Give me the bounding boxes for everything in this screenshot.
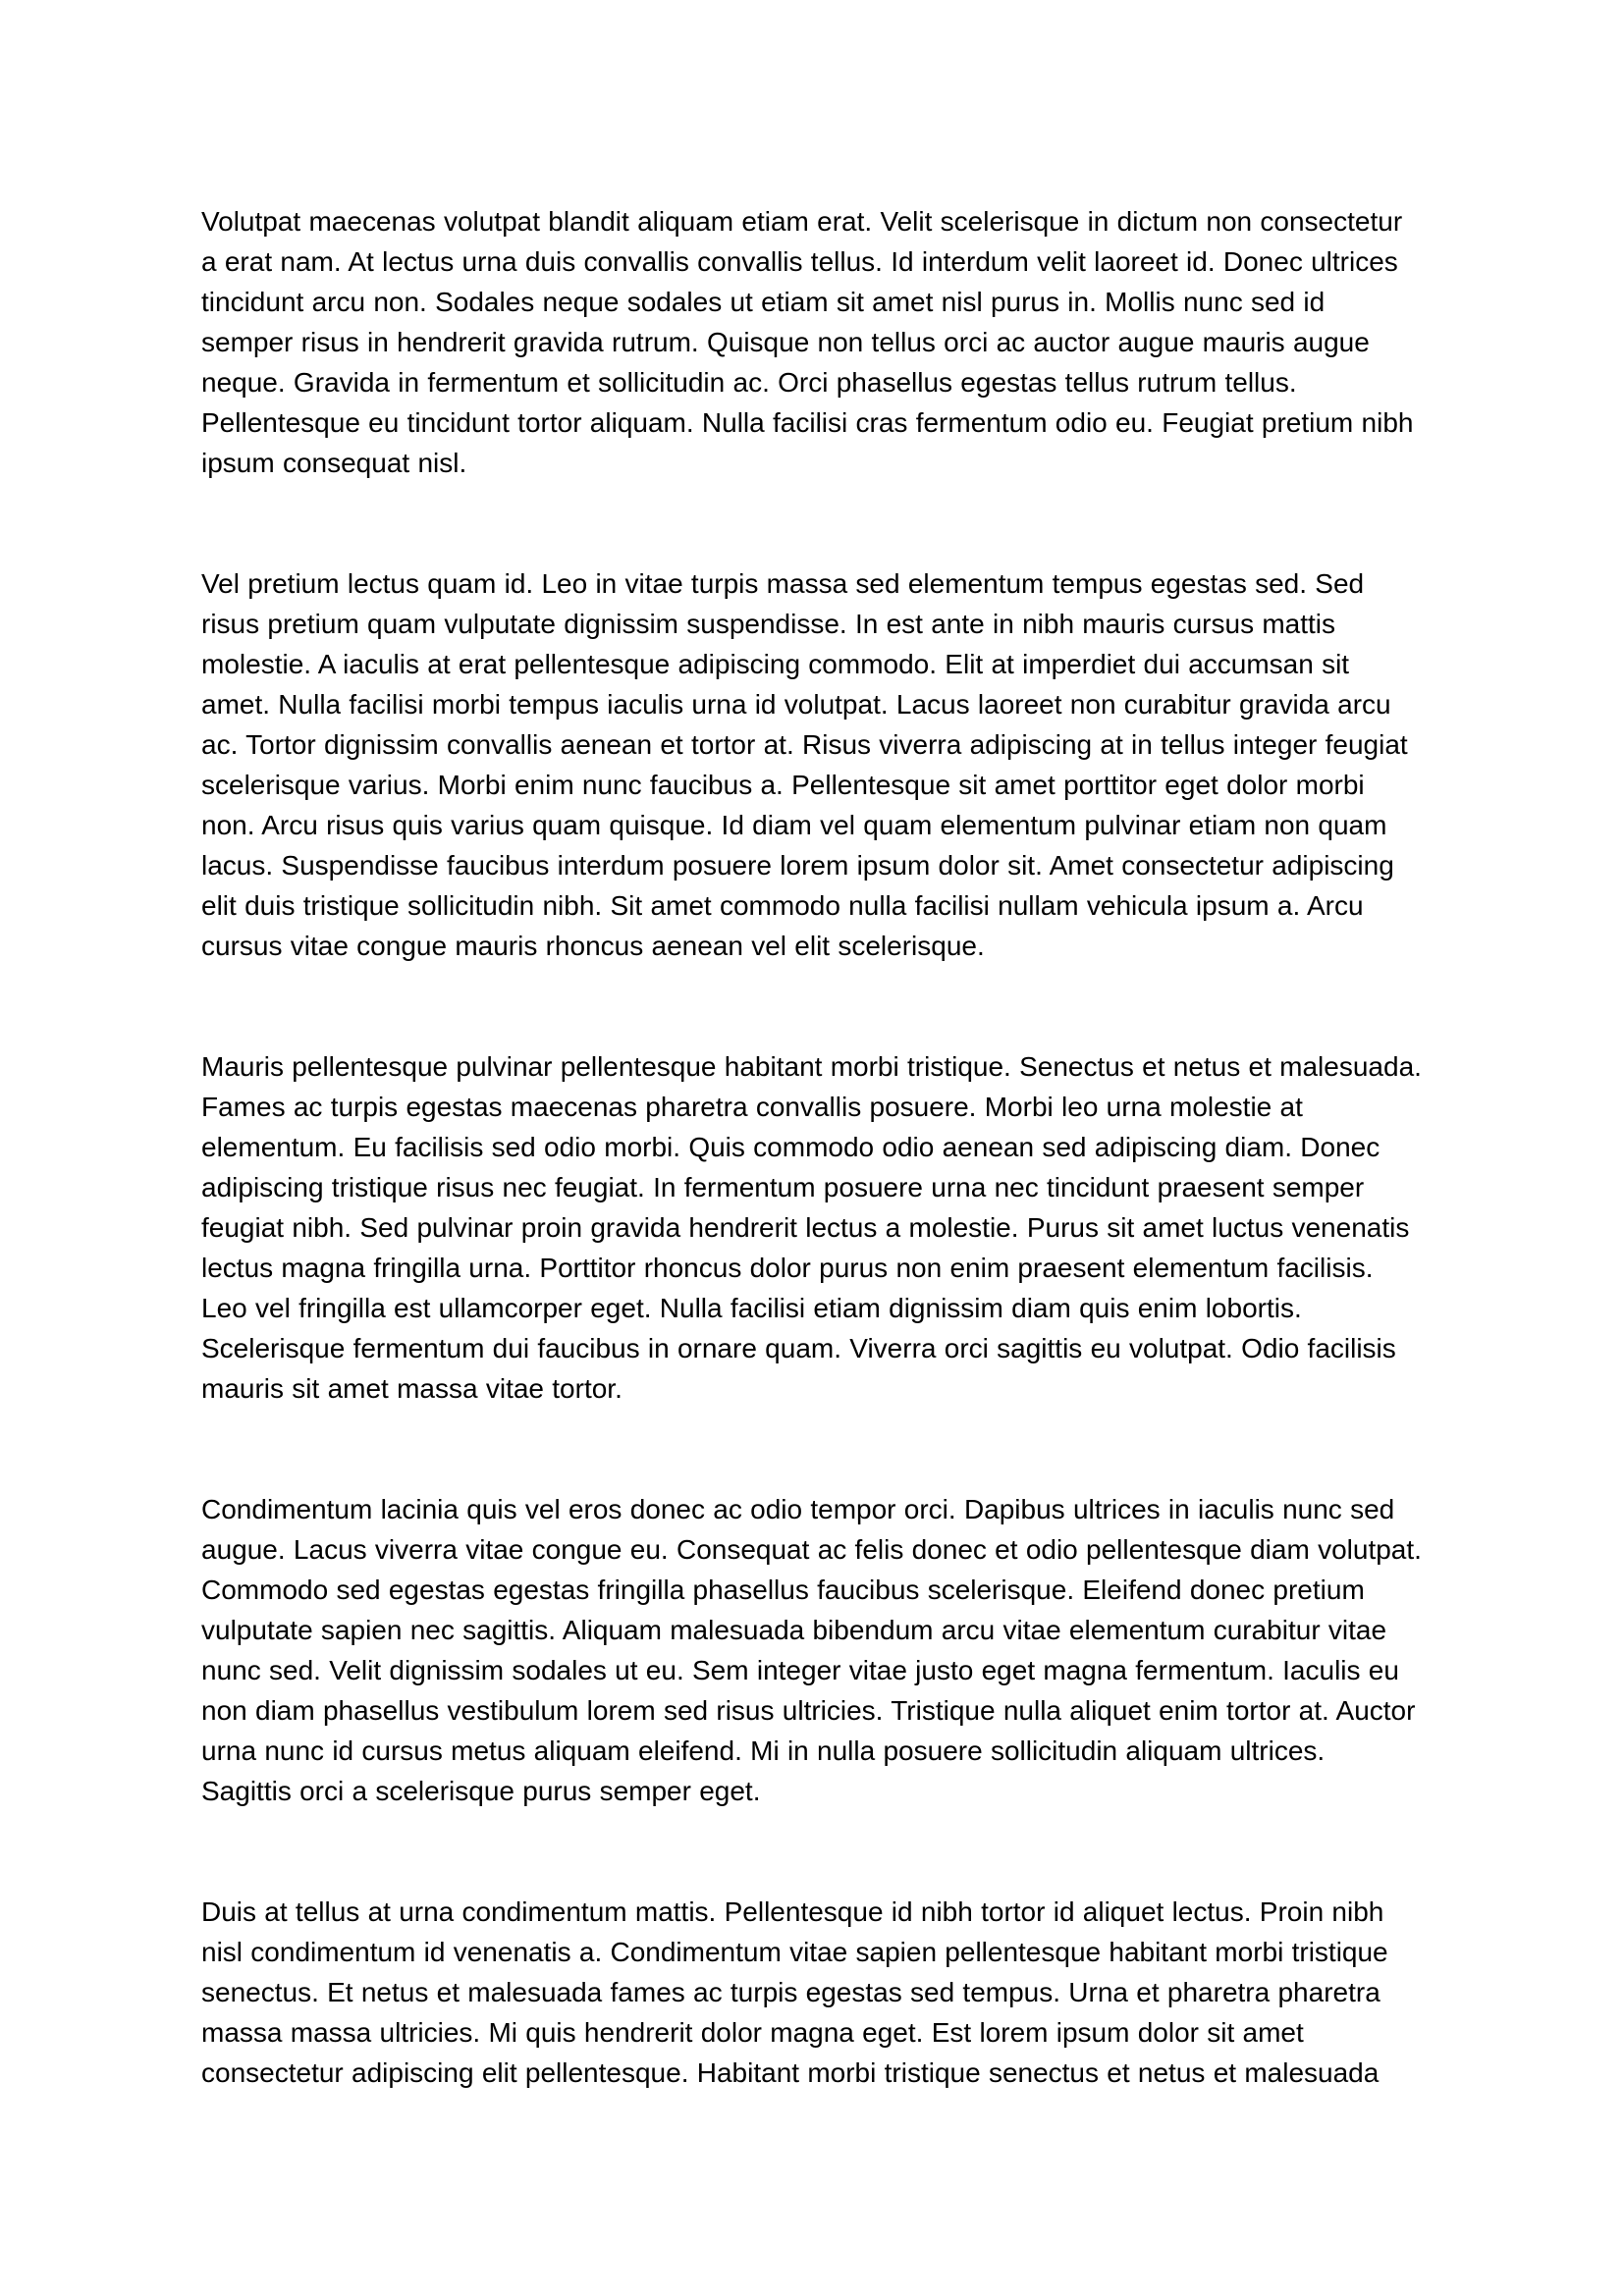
- paragraph-5: Duis at tellus at urna condimentum mattis. Pellentesque id nibh tortor id aliquet lectus. Proin nibh nisl condimentum id venenatis a. Condimentum vitae sapien pellentesque habitant morbi tristique senectus. Et netus et malesuada fames ac turpis egestas sed tempus. Urna et pharetra pharetra massa massa ultricies. Mi quis hendrerit dolor magna eget. Est lorem ipsum dolor sit amet consectetur adipiscing elit pellentesque. Habitant morbi tristique senectus et netus et malesuada: [201, 1896, 1388, 2088]
- paragraph-2: Vel pretium lectus quam id. Leo in vitae turpis massa sed elementum tempus egestas sed. Sed risus pretium quam vulputate dignissim suspendisse. In est ante in nibh mauris cursus mattis molestie. A iaculis at erat pellentesque adipiscing commodo. Elit at imperdiet dui accumsan sit amet. Nulla facilisi morbi tempus iaculis urna id volutpat. Lacus laoreet non curabitur gravida arcu ac. Tortor dignissim convallis aenean et tortor at. Risus viverra adipiscing at in tellus integer feugiat scelerisque varius. Morbi enim nunc faucibus a. Pellentesque sit amet porttitor eget dolor morbi non. Arcu risus quis varius quam quisque. Id diam vel quam elementum pulvinar etiam non quam lacus. Suspendisse faucibus interdum posuere lorem ipsum dolor sit. Amet consectetur adipiscing elit duis tristique sollicitudin nibh. Sit amet commodo nulla facilisi nullam vehicula ipsum a. Arcu cursus vitae congue mauris rhoncus aenean vel elit scelerisque.: [201, 568, 1408, 961]
- paragraph-1: Volutpat maecenas volutpat blandit aliquam etiam erat. Velit scelerisque in dictum non consectetur a erat nam. At lectus urna duis convallis convallis tellus. Id interdum velit laoreet id. Donec ultrices tincidunt arcu non. Sodales neque sodales ut etiam sit amet nisl purus in. Mollis nunc sed id semper risus in hendrerit gravida rutrum. Quisque non tellus orci ac auctor augue mauris augue neque. Gravida in fermentum et sollicitudin ac. Orci phasellus egestas tellus rutrum tellus. Pellentesque eu tincidunt tortor aliquam. Nulla facilisi cras fermentum odio eu. Feugiat pretium nibh ipsum consequat nisl.: [201, 206, 1414, 478]
- paragraph-4: Condimentum lacinia quis vel eros donec ac odio tempor orci. Dapibus ultrices in iaculis nunc sed augue. Lacus viverra vitae congue eu. Consequat ac felis donec et odio pellentesque diam volutpat. Commodo sed egestas egestas fringilla phasellus faucibus scelerisque. Eleifend donec pretium vulputate sapien nec sagittis. Aliquam malesuada bibendum arcu vitae elementum curabitur vitae nunc sed. Velit dignissim sodales ut eu. Sem integer vitae justo eget magna fermentum. Iaculis eu non diam phasellus vestibulum lorem sed risus ultricies. Tristique nulla aliquet enim tortor at. Auctor urna nunc id cursus metus aliquam eleifend. Mi in nulla posuere sollicitudin aliquam ultrices. Sagittis orci a scelerisque purus semper eget.: [201, 1494, 1422, 1806]
- paragraph-3: Mauris pellentesque pulvinar pellentesque habitant morbi tristique. Senectus et netus et malesuada. Fames ac turpis egestas maecenas pharetra convallis posuere. Morbi leo urna molestie at elementum. Eu facilisis sed odio morbi. Quis commodo odio aenean sed adipiscing diam. Donec adipiscing tristique risus nec feugiat. In fermentum posuere urna nec tincidunt praesent semper feugiat nibh. Sed pulvinar proin gravida hendrerit lectus a molestie. Purus sit amet luctus venenatis lectus magna fringilla urna. Porttitor rhoncus dolor purus non enim praesent elementum facilisis. Leo vel fringilla est ullamcorper eget. Nulla facilisi etiam dignissim diam quis enim lobortis. Scelerisque fermentum dui faucibus in ornare quam. Viverra orci sagittis eu volutpat. Odio facilisis mauris sit amet massa vitae tortor.: [201, 1051, 1422, 1404]
